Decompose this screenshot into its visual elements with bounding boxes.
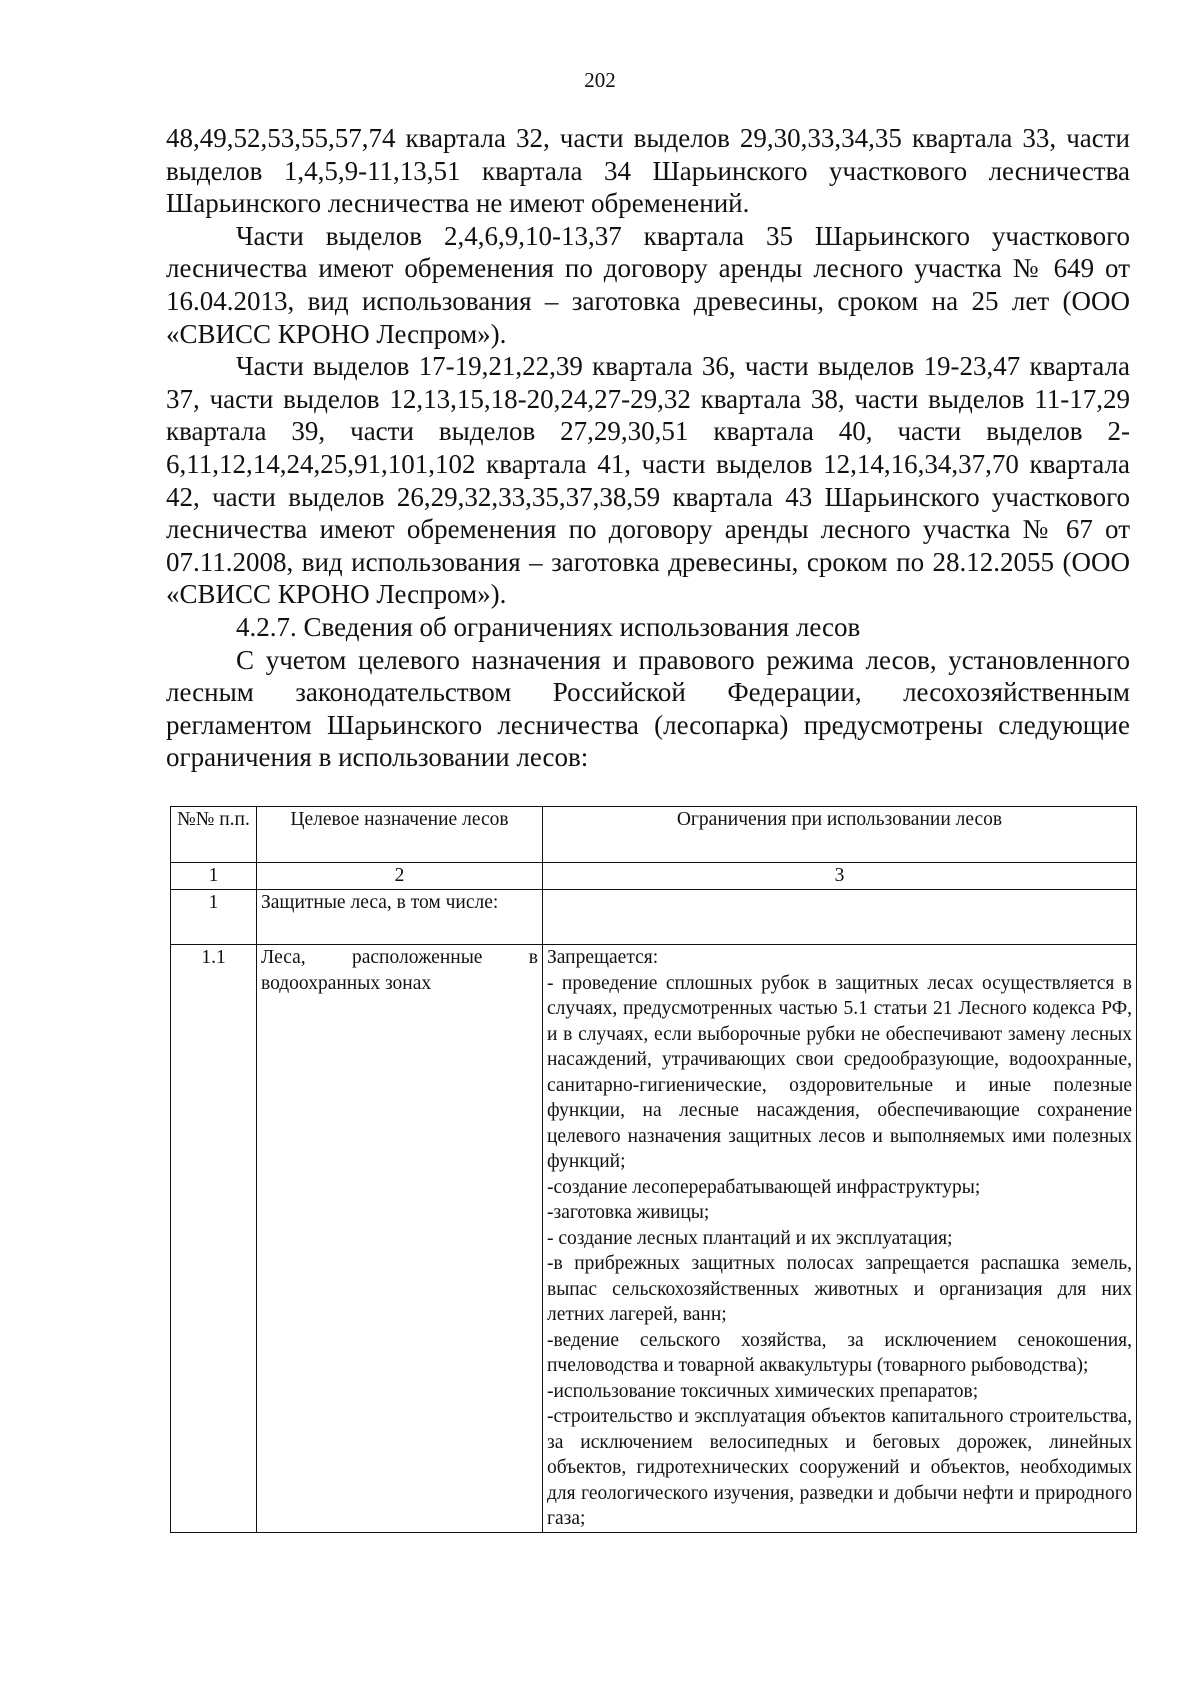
column-number: 1	[171, 863, 257, 890]
restriction-item: -создание лесоперерабатывающей инфраструктуры;	[547, 1176, 981, 1198]
row-purpose: Леса, расположенные в водоохранных зонах	[257, 945, 543, 1533]
page-number: 202	[584, 68, 616, 92]
paragraph-encumbrance-649: Части выделов 2,4,6,9,10-13,37 квартала 35 Шарьинского участкового лесничества имеют обременения по договору аренды лесного участка № 649 от 16.04.2013, вид использования – заготовка древесины, сроком на 25 лет (ООО «СВИСС КРОНО Леспром»).	[166, 220, 1130, 349]
paragraph-encumbrance-67: Части выделов 17-19,21,22,39 квартала 36, части выделов 19-23,47 квартала 37, части выделов 12,13,15,18-20,24,27-29,32 квартала 38, части выделов 11-17,29 квартала 39, части выделов 27,29,30,51 квартала 40, части выделов 2-6,11,12,14,24,25,91,101,102 квартала 41, части выделов 12,14,16,34,37,70 квартала 42, части выделов 26,29,32,33,35,37,38,59 квартала 43 Шарьинского участкового лесничества имеют обременения по договору аренды лесного участка № 67 от 07.11.2008, вид использования – заготовка древесины, сроком по 28.12.2055 (ООО «СВИСС КРОНО Леспром»).	[166, 351, 1130, 610]
restriction-item: -заготовка живицы;	[547, 1202, 710, 1223]
restriction-item: -ведение сельского хозяйства, за исключением сенокошения, пчеловодства и товарной аквакультуры (товарного рыбоводства);	[547, 1329, 1132, 1376]
table-row	[171, 890, 1137, 945]
restriction-item: - проведение сплошных рубок в защитных лесах осуществляется в случаях, предусмотренных частью 5.1 статьи 21 Лесного кодекса РФ, и в случаях, если выборочные рубки не обеспечивают замену лесных насаждений, утрачивающих свои средообразующие, водоохранные, санитарно-гигиенические, оздоровительные и иные полезные функции, на лесные насаждения, обеспечивающие сохранение целевого назначения защитных лесов и выполняемых ими полезных функций;	[547, 972, 1132, 1172]
restriction-item: Запрещается:	[547, 947, 659, 968]
row-restrictions	[543, 945, 1137, 1533]
column-number-row	[171, 863, 1137, 890]
row-purpose: Защитные леса, в том числе:	[257, 890, 543, 945]
row-number: 1	[171, 890, 257, 945]
document-body	[166, 122, 1130, 774]
header-number: №№ п.п.	[171, 807, 257, 863]
row-number: 1.1	[171, 945, 257, 1533]
table-row	[171, 945, 1137, 1533]
restrictions-table	[170, 806, 1137, 1533]
column-number: 3	[543, 863, 1137, 890]
restriction-item: -строительство и эксплуатация объектов капитального строительства, за исключением велосипедных и беговых дорожек, линейных объектов, гидротехнических сооружений и объектов, необходимых для геологического изучения, разведки и добычи нефти и природного газа;	[547, 1406, 1132, 1529]
paragraph-encumbrance-none: 48,49,52,53,55,57,74 квартала 32, части выделов 29,30,33,34,35 квартала 33, части выделов 1,4,5,9-11,13,51 квартала 34 Шарьинского участкового лесничества Шарьинского лесничества не имеют обременений.	[166, 123, 1130, 219]
paragraph-intro-limits: С учетом целевого назначения и правового режима лесов, установленного лесным законодательством Российской Федерации, лесохозяйственным регламентом Шарьинского лесничества (лесопарка) предусмотрены следующие ограничения в использовании лесов:	[166, 644, 1130, 773]
section-heading: 4.2.7. Сведения об ограничениях использования лесов	[236, 611, 861, 642]
row-restrictions	[543, 890, 1137, 945]
header-restrictions: Ограничения при использовании лесов	[543, 807, 1137, 863]
table-header-row	[171, 807, 1137, 863]
restriction-item: -использование токсичных химических препаратов;	[547, 1380, 979, 1402]
restriction-item: - создание лесных плантаций и их эксплуатация;	[547, 1227, 953, 1249]
header-purpose: Целевое назначение лесов	[257, 807, 543, 863]
restriction-item: -в прибрежных защитных полосах запрещается распашка земель, выпас сельскохозяйственных животных и организация для них летних лагерей, ванн;	[547, 1253, 1132, 1325]
column-number: 2	[257, 863, 543, 890]
